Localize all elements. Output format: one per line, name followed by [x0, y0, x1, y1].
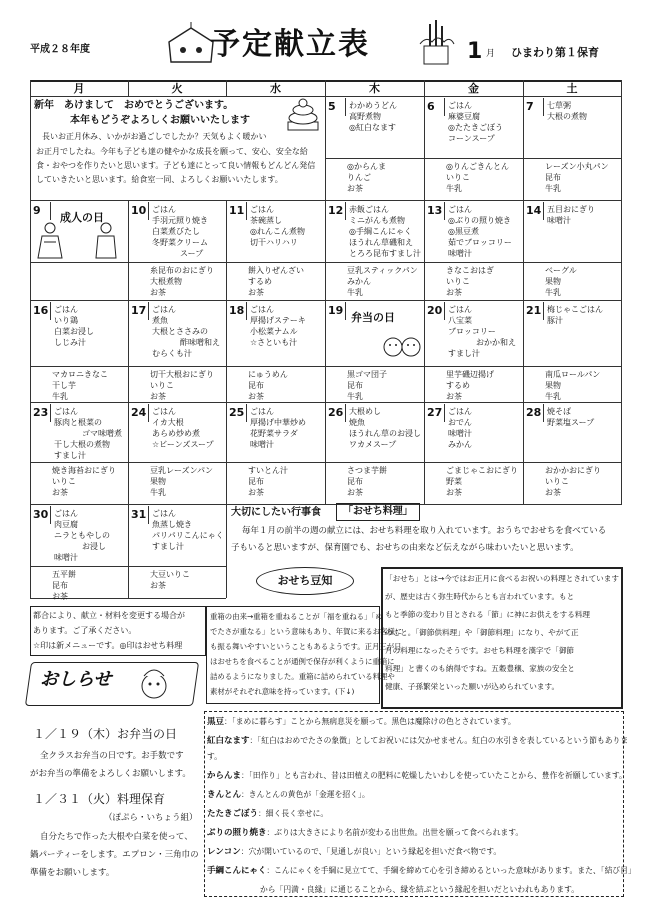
- snack-item: 南瓜ロールパン: [545, 370, 601, 379]
- lunch-item: 焼魚: [349, 418, 365, 427]
- bento-day-title: １／１９（木）お弁当の日: [33, 727, 178, 741]
- date-number: 25: [229, 406, 245, 419]
- osechi-meaning-row: [207, 789, 370, 801]
- date-divider: [246, 302, 247, 320]
- snack-item: お茶: [347, 488, 363, 497]
- lunch-item: ごはん: [448, 305, 472, 314]
- date-number: 28: [526, 406, 542, 419]
- date-number: 17: [131, 304, 147, 317]
- lunch-item: 花野菜サラダ: [250, 429, 298, 438]
- date-number: 20: [427, 304, 443, 317]
- snack-item: 牛乳: [347, 392, 363, 401]
- bento-day-line: がお弁当の準備をよろしくお願いします。: [30, 769, 191, 779]
- snack-item: 干し芋: [52, 381, 76, 390]
- lunch-item: ごはん: [152, 509, 176, 518]
- osechi-dish-meaning: ：穴が開いているので、「見通しが良い」という縁起を担いだ食べ物です。: [240, 847, 502, 856]
- lunch-item: 厚揚げ中華炒め: [250, 418, 306, 427]
- osechi-dish-name: ぶりの照り焼き: [207, 828, 267, 838]
- date-number: 19: [328, 304, 344, 317]
- date-divider: [543, 302, 544, 320]
- osechi-meaning-row: [207, 716, 516, 728]
- date-number: 18: [229, 304, 245, 317]
- snack-item: きなこおはぎ: [446, 266, 494, 275]
- lunch-item: 大根めし: [349, 407, 381, 416]
- date-divider: [148, 302, 149, 320]
- snack-item: 大根煮物: [150, 277, 182, 286]
- lunch-item: 焼そば: [547, 407, 571, 416]
- lunch-item: 肉豆腐: [54, 520, 78, 529]
- seijin-illustration-icon: [92, 222, 120, 260]
- date-divider: [148, 506, 149, 524]
- lunch-item: すまし汁: [152, 542, 184, 551]
- lunch-item: 野菜塩スープ: [547, 418, 595, 427]
- date-number: 23: [33, 406, 49, 419]
- newyear-message: [32, 98, 324, 198]
- snack-item: お茶: [150, 392, 166, 401]
- snack-item: いりこ: [52, 477, 76, 486]
- snack-item: 牛乳: [545, 184, 561, 193]
- lunch-item: 厚揚げステーキ: [250, 316, 306, 325]
- osechi-meaning-row: [207, 735, 628, 747]
- osechi-dish-meaning: ：「紅白はおめでたさの象徴」としてお祝いには欠かせません。紅白の水引きを表しているという節もありま: [249, 736, 629, 745]
- snack-item: 餅入りぜんざい: [248, 266, 304, 275]
- osechi-info-line: 料理」と書くのも納得ですね。五穀豊穣、家族の安全と: [385, 664, 575, 673]
- snack-item: お茶: [446, 288, 462, 297]
- date-number: 21: [526, 304, 542, 317]
- snack-item: にゅうめん: [248, 370, 288, 379]
- lunch-item: ミニがんも煮物: [349, 216, 405, 225]
- snack-item: お茶: [150, 288, 166, 297]
- date-divider: [50, 202, 51, 220]
- lunch-item: ほうれん草のお浸し: [349, 429, 421, 438]
- lunch-item: 魚蒸し焼き: [152, 520, 192, 529]
- snack-item: お茶: [150, 581, 166, 590]
- lunch-item: ごはん: [448, 101, 472, 110]
- day-header-sat: 土: [566, 82, 578, 95]
- lunch-item: ブロッコリー: [448, 327, 496, 336]
- osechi-info-line: 「おせち」とは→今ではお正月に食べるお祝いの料理とされています: [385, 574, 619, 583]
- osechi-info-line: もと季節の変わり目とされる「節」に神にお供えをする料理: [385, 610, 591, 619]
- date-number: 7: [526, 100, 534, 113]
- lunch-item: ◎ぶりの照り焼き: [448, 216, 511, 225]
- lunch-item: 弁当の日: [351, 311, 395, 324]
- date-number: 5: [328, 100, 336, 113]
- newyear-heading: 新年 あけまして おめでとうございます。: [34, 100, 234, 111]
- snack-item: さつま芋餅: [347, 466, 387, 475]
- date-number: 10: [131, 204, 147, 217]
- osechi-meaning-row: [207, 770, 627, 782]
- snack-item: 昆布: [347, 477, 363, 486]
- notice-line: あります。ご了承ください。: [33, 626, 137, 635]
- date-number: 26: [328, 406, 344, 419]
- lunch-item: 切干ハリハリ: [250, 238, 298, 247]
- snack-item: お茶: [248, 488, 264, 497]
- lunch-item: 八宝菜: [448, 316, 472, 325]
- osechi-dish-name: 紅白なます: [207, 736, 250, 746]
- lunch-item: 白菜お浸し: [54, 327, 94, 336]
- snack-item: 昆布: [52, 581, 68, 590]
- notice-line: ☆印は新メニューです。◎印はおせち料理: [33, 641, 183, 650]
- day-header-fri: 金: [468, 82, 479, 95]
- cooking-sub: （ぽぷら・いちょう組）: [104, 813, 198, 823]
- date-divider: [345, 202, 346, 220]
- snack-item: 大豆いりこ: [150, 570, 190, 579]
- osechi-dish-meaning: ：きんとんの黄色が「金運を招く」。: [241, 790, 370, 799]
- lunch-item: ニラともやしの: [54, 531, 110, 540]
- snack-item: 果物: [545, 277, 561, 286]
- jubako-line: でたさが重なる」という意味もあり、年賀に来るお客様に: [210, 627, 403, 636]
- snack-item: 豆乳レーズンパン: [150, 466, 214, 475]
- date-number: 31: [131, 508, 147, 521]
- snack-item: お茶: [545, 488, 561, 497]
- lunch-item: 豚肉と根菜の: [54, 418, 102, 427]
- date-divider: [444, 98, 445, 116]
- snack-item: 牛乳: [347, 288, 363, 297]
- osechi-dish-name: 黒豆: [207, 717, 225, 727]
- lunch-item: わかめうどん: [349, 101, 397, 110]
- date-divider: [50, 302, 51, 320]
- jubako-line: 重箱の由来→重箱を重ねることが「福を重ねる」「め: [210, 612, 383, 621]
- lunch-item: ◎れんこん煮物: [250, 227, 305, 236]
- cooking-line: 鍋パーティーをします。エプロン・三角巾の: [30, 850, 199, 860]
- lunch-item: 茶碗蒸し: [250, 216, 282, 225]
- snack-item: 昆布: [248, 381, 264, 390]
- lunch-item: ほうれん草磯和え: [349, 238, 413, 247]
- date-divider: [444, 404, 445, 422]
- lunch-item: 煮魚: [152, 316, 168, 325]
- osechi-meaning-row: [207, 827, 523, 839]
- lunch-item: 高野煮物: [349, 112, 381, 121]
- lunch-item: いり鶏: [54, 316, 78, 325]
- date-number: 12: [328, 204, 344, 217]
- lunch-item: 手羽元照り焼き: [152, 216, 208, 225]
- snack-item: すいとん汁: [248, 466, 288, 475]
- date-number: 9: [33, 204, 41, 217]
- snack-item: 切干大根おにぎり: [150, 370, 214, 379]
- snack-item: みかん: [347, 277, 371, 286]
- lunch-item: 大根の煮物: [547, 112, 587, 121]
- lunch-item: 干し大根の煮物: [54, 440, 110, 449]
- snack-item: 黒ゴマ団子: [347, 370, 387, 379]
- jubako-line: はおせちを食べることが通例で保存が利くように重箱に: [210, 657, 395, 666]
- day-header-wed: 水: [270, 82, 281, 95]
- newyear-body-line: していきたいと思います。給食室一同、よろしくお願いいたします。: [36, 175, 283, 184]
- snack-item: お茶: [347, 184, 363, 193]
- jubako-line: 詰めるようになりました。重箱に詰められている料理や: [210, 672, 395, 681]
- snack-item: 野菜: [446, 477, 462, 486]
- month-number: 1: [467, 39, 483, 64]
- snack-item: するめ: [248, 277, 272, 286]
- event-body-line: 子もいると思いますが、保育園でも、おせちの由来など伝えながら味わいたいと思います。: [231, 543, 579, 553]
- date-number: 13: [427, 204, 443, 217]
- lunch-item: ごはん: [250, 407, 274, 416]
- osechi-dish-meaning: ：「田作り」とも言われ、昔は田植えの肥料に乾燥したいわしを使っていたことから、豊作を祈願しています。: [241, 771, 627, 780]
- date-divider: [345, 302, 346, 320]
- osechi-dish-name: きんとん: [207, 790, 242, 800]
- date-divider: [345, 98, 346, 116]
- lunch-item: ごはん: [250, 305, 274, 314]
- snack-item: 昆布: [347, 381, 363, 390]
- date-number: 16: [33, 304, 49, 317]
- date-divider: [543, 202, 544, 220]
- date-divider: [50, 506, 51, 524]
- osechi-dish-meaning: ：細く長く幸せに。: [258, 809, 329, 818]
- lunch-item: 酢味噌和え: [180, 338, 220, 347]
- osechi-info-line: 健康、子孫繁栄といった願いが込められています。: [385, 682, 560, 691]
- lunch-item: 味噌汁: [448, 249, 472, 258]
- lunch-item: 赤飯ごはん: [349, 205, 389, 214]
- date-divider: [148, 404, 149, 422]
- lunch-item: 成人の日: [60, 211, 104, 224]
- lunch-item: ワカメスープ: [349, 440, 397, 449]
- lunch-item: お浸し: [82, 542, 106, 551]
- lunch-item: おかか和え: [476, 338, 516, 347]
- snack-item: 里芋磯辺揚げ: [446, 370, 494, 379]
- osechi-info-line: のこと。「御節供料理」や「御節料理」になり、やがて正: [385, 628, 579, 637]
- date-divider: [444, 302, 445, 320]
- date-number: 11: [229, 204, 245, 217]
- date-number: 24: [131, 406, 147, 419]
- lunch-item: とろろ昆布すまし汁: [349, 249, 421, 258]
- lunch-item: 大根とささみの: [152, 327, 208, 336]
- lunch-item: 五目おにぎり: [547, 205, 595, 214]
- lunch-item: ◎手綱こんにゃく: [349, 227, 412, 236]
- snack-item: いりこ: [446, 277, 470, 286]
- snack-item: いりこ: [150, 381, 174, 390]
- snack-item: レーズン小丸パン: [545, 162, 609, 171]
- lunch-item: ごはん: [448, 407, 472, 416]
- date-number: 27: [427, 406, 443, 419]
- lunch-item: ☆ビーンズスープ: [152, 440, 214, 449]
- snack-item: 牛乳: [545, 288, 561, 297]
- snack-item: 昆布: [545, 173, 561, 182]
- snack-item: いりこ: [545, 477, 569, 486]
- lunch-item: 冬野菜クリーム: [152, 238, 208, 247]
- date-divider: [246, 202, 247, 220]
- kagami-mochi-icon: [282, 98, 324, 132]
- lunch-item: 味噌汁: [250, 440, 274, 449]
- osechi-meaning-row: [207, 865, 636, 877]
- date-divider: [50, 404, 51, 422]
- lunch-item: 麻婆豆腐: [448, 112, 480, 121]
- lunch-item: ごはん: [152, 305, 176, 314]
- snack-item: ごまじゃこおにぎり: [446, 466, 518, 475]
- snack-item: 牛乳: [446, 184, 462, 193]
- date-divider: [345, 404, 346, 422]
- osechi-trivia-badge: おせち豆知: [256, 567, 354, 595]
- lunch-item: スープ: [180, 249, 204, 258]
- jubako-line: も振る舞いやすいということもあるようです。正月三が日: [210, 642, 402, 651]
- snack-item: 牛乳: [150, 488, 166, 497]
- lunch-item: あらめ炒め煮: [152, 429, 200, 438]
- notice-line: 都合により、献立・材料を変更する場合が: [33, 611, 185, 620]
- snack-item: お茶: [248, 392, 264, 401]
- lunch-item: ゴマ味噌煮: [82, 429, 122, 438]
- snack-item: お茶: [248, 288, 264, 297]
- osechi-dish-meaning: ：「まめに暮らす」ことから無病息災を願って。黒色は魔除けの色とされています。: [224, 717, 516, 726]
- snack-item: ◎からんま: [347, 162, 386, 171]
- date-number: 6: [427, 100, 435, 113]
- lunch-item: しじみ汁: [54, 338, 86, 347]
- lunch-item: みかん: [448, 440, 472, 449]
- snack-item: ◎りんごきんとん: [446, 162, 509, 171]
- page-title: 予定献立表: [210, 27, 370, 62]
- date-divider: [444, 202, 445, 220]
- snack-item: いりこ: [446, 173, 470, 182]
- lunch-item: すまし汁: [54, 451, 86, 460]
- osechi-dish-meaning-cont: す。: [207, 752, 222, 761]
- date-number: 14: [526, 204, 542, 217]
- lunch-item: 茹でブロッコリー: [448, 238, 512, 247]
- oshirase-title: おしらせ: [40, 669, 112, 690]
- snack-item: 豆乳スティックパン: [347, 266, 418, 275]
- snack-item: お茶: [446, 488, 462, 497]
- bento-day-line: 全クラスお弁当の日です。お手数です: [40, 751, 184, 761]
- lunch-item: ごはん: [54, 305, 78, 314]
- snack-item: りんご: [347, 173, 371, 182]
- cooking-title: １／３１（火）料理保育: [33, 792, 166, 806]
- osechi-meaning-row: [207, 808, 328, 820]
- lunch-item: 小松菜ナムル: [250, 327, 298, 336]
- era-label: 平成２８年度: [30, 44, 90, 55]
- lunch-item: コーンスープ: [448, 134, 495, 143]
- day-header-thu: 木: [369, 82, 380, 95]
- snack-item: するめ: [446, 381, 470, 390]
- osechi-dish-name: レンコン: [207, 847, 241, 857]
- lunch-item: すまし汁: [448, 349, 480, 358]
- event-title: 大切にしたい行事食: [231, 507, 321, 518]
- lunch-item: ごはん: [152, 205, 176, 214]
- date-divider: [543, 404, 544, 422]
- snack-item: マカロニきなこ: [52, 370, 108, 379]
- lunch-item: ごはん: [152, 407, 176, 416]
- jubako-line: 素材がそれぞれ意味を持っています。(下↓): [210, 687, 355, 696]
- snack-item: 果物: [150, 477, 166, 486]
- snack-item: お茶: [52, 488, 68, 497]
- lunch-item: 味噌汁: [54, 553, 78, 562]
- cooking-line: 準備をお願いします。: [30, 868, 115, 878]
- date-number: 30: [33, 508, 49, 521]
- lunch-item: 梅じゃこごはん: [547, 305, 603, 314]
- snack-item: お茶: [446, 392, 462, 401]
- lunch-item: ◎紅白なます: [349, 123, 396, 132]
- lunch-item: ごはん: [54, 509, 78, 518]
- lunch-item: ごはん: [250, 205, 274, 214]
- snack-item: お茶: [52, 592, 68, 601]
- lunch-item: 白菜煮びたし: [152, 227, 200, 236]
- osechi-dish-meaning: ：ぶりは大きさにより名前が変わる出世魚。出世を願って食べられます。: [266, 828, 524, 837]
- chef-cat-icon: [134, 664, 174, 702]
- snack-item: 糸昆布のおにぎり: [150, 266, 214, 275]
- month-unit: 月: [486, 49, 496, 59]
- osechi-dish-name: からんま: [207, 771, 242, 781]
- school-name: ひまわり第１保育: [511, 46, 599, 59]
- osechi-dish-meaning: ：こんにゃくを手綱に見立てて、手綱を締めて心を引き締めるといった意味があります。また、「結び目」: [266, 866, 636, 875]
- lunch-item: おでん: [448, 418, 472, 427]
- cooking-line: 自分たちで作った大根や白菜を使って、: [40, 832, 193, 842]
- lunch-item: ごはん: [448, 205, 472, 214]
- lunch-item: 味噌汁: [547, 216, 571, 225]
- osechi-dish-meaning-cont: から「円満・良縁」に通じることから、縁を結ぶという縁起を担いだといわれもあります。: [260, 885, 580, 894]
- snack-item: 焼き海苔おにぎり: [52, 466, 116, 475]
- bento-children-icon: [382, 332, 422, 360]
- snack-item: ベーグル: [545, 266, 577, 275]
- snack-item: 牛乳: [52, 392, 68, 401]
- snack-item: 五平餅: [52, 570, 76, 579]
- event-body-line: 毎年１月の前半の週の献立には、おせち料理を取り入れています。おうちでおせちを食べている: [242, 526, 607, 536]
- date-divider: [148, 202, 149, 220]
- date-divider: [543, 98, 544, 116]
- lunch-item: ☆さといも汁: [250, 338, 298, 347]
- lunch-item: イカ大根: [152, 418, 184, 427]
- snack-item: 牛乳: [545, 392, 561, 401]
- day-header-mon: 月: [73, 82, 85, 95]
- lunch-item: ごはん: [54, 407, 78, 416]
- lunch-item: パリパリこんにゃく: [152, 531, 224, 540]
- lunch-item: ◎黒豆煮: [448, 227, 479, 236]
- newyear-body-line: 食・おやつを作りたいと思います。子ども達にとって良い情報もどんどん発信: [36, 161, 316, 170]
- kadomatsu-icon: [416, 18, 456, 66]
- lunch-item: 豚汁: [547, 316, 563, 325]
- osechi-info-line: 月の料理になったそうです。おせち料理を漢字で「御節: [385, 646, 575, 655]
- lunch-item: 七草粥: [547, 101, 571, 110]
- osechi-dish-name: 手綱こんにゃく: [207, 866, 267, 876]
- snack-item: 果物: [545, 381, 561, 390]
- newyear-body-line: お正月でしたね。今年も子ども達の健やかな成長を願って、安心、安全な給: [36, 147, 308, 156]
- snack-item: おかかおにぎり: [545, 466, 601, 475]
- newyear-body-line: 長いお正月休み、いかがお過ごしでしたか？天気もよく暖かい: [42, 132, 267, 141]
- osechi-info-line: が、歴史は古く弥生時代からとも言われています。もと: [385, 592, 575, 601]
- date-divider: [246, 404, 247, 422]
- lunch-item: ◎たたきごぼう: [448, 123, 503, 132]
- osechi-meaning-row: [207, 846, 501, 858]
- snack-item: 昆布: [248, 477, 264, 486]
- seijin-illustration-icon: [36, 222, 64, 260]
- lunch-item: むらくも汁: [152, 349, 192, 358]
- event-title-osechi: 「おせち料理」: [336, 503, 420, 521]
- newyear-line2: 本年もどうぞよろしくお願いいたします: [70, 115, 250, 126]
- osechi-dish-name: たたきごぼう: [207, 809, 259, 819]
- lunch-item: 味噌汁: [448, 429, 472, 438]
- day-header-tue: 火: [171, 82, 183, 95]
